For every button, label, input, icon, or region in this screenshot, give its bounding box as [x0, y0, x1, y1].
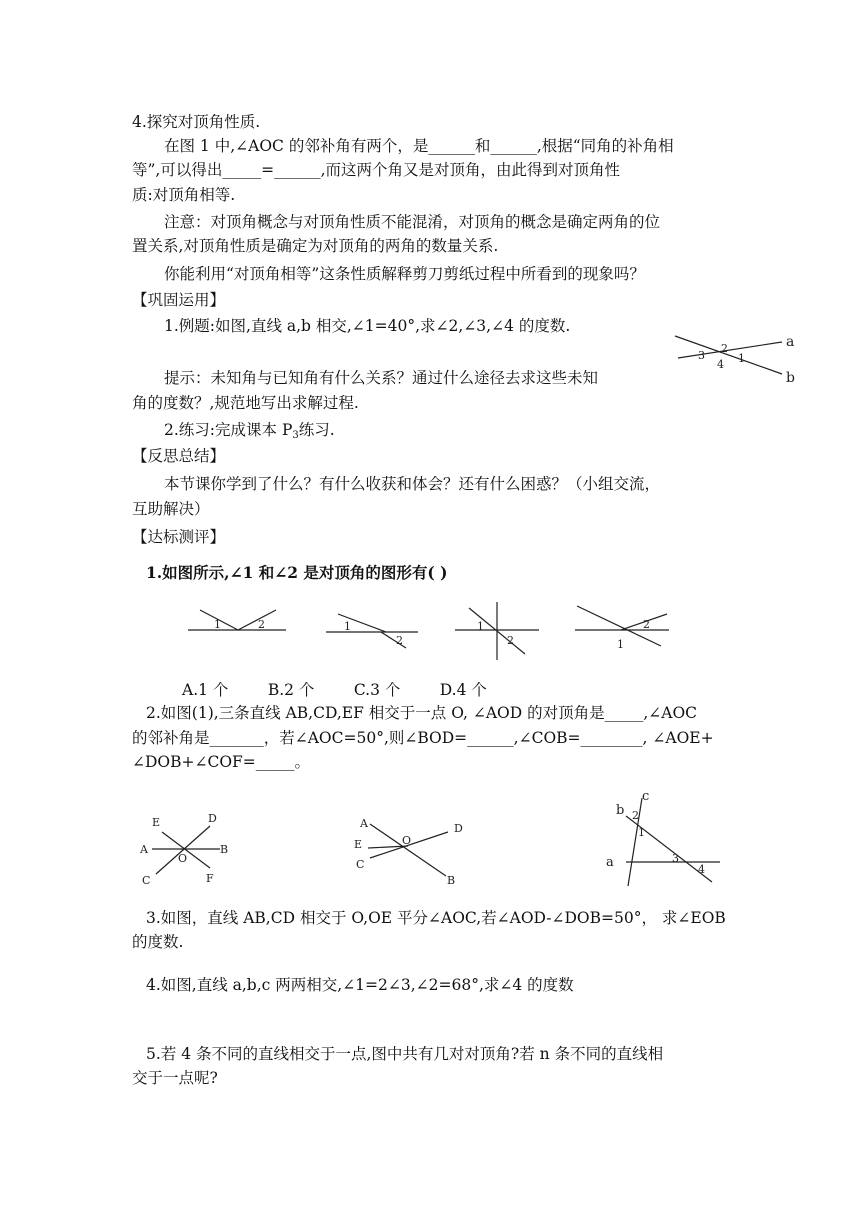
- label-angle-1: 1: [477, 620, 484, 633]
- label-angle-2: 2: [507, 634, 514, 647]
- reflect-line: 本节课你学到了什么？有什么收获和体会？还有什么困惑？（小组交流，: [164, 475, 661, 493]
- line-b: [675, 336, 782, 374]
- label-C: C: [142, 874, 151, 887]
- label-angle-3: 3: [672, 852, 679, 865]
- text-line: 质:对顶角相等.: [132, 186, 236, 204]
- question-5-line: 5.若 4 条不同的直线相交于一点,图中共有几对对顶角?若 n 条不同的直线相: [146, 1045, 664, 1063]
- label-angle-1: 1: [617, 638, 624, 651]
- q1-figure-2: [326, 612, 421, 652]
- label-C: C: [356, 858, 365, 871]
- heading-reflect: 【反思总结】: [132, 447, 226, 465]
- label-angle-2: 2: [643, 618, 650, 631]
- label-b: b: [786, 370, 795, 386]
- q3-figure: [350, 812, 470, 888]
- question-4-line: 4.如图,直线 a,b,c 两两相交,∠1=2∠3,∠2=68°,求∠4 的度数: [146, 976, 574, 994]
- example-line: 1.例题:如图,直线 a,b 相交,∠1=40°,求∠2,∠3,∠4 的度数.: [164, 317, 571, 335]
- label-c: c: [642, 789, 650, 804]
- label-angle-2: 2: [258, 618, 265, 631]
- q1-figure-4: [575, 604, 675, 652]
- page-subscript: 3: [292, 430, 299, 441]
- text-line: 等”,可以得出_____=______,而这两个角又是对顶角，由此得到对顶角性: [132, 161, 621, 179]
- hint-line: 角的度数？,规范地写出求解过程.: [132, 394, 359, 412]
- label-angle-1: 1: [638, 826, 645, 839]
- note-line: 置关系,对顶角性质是确定为对顶角的两角的数量关系.: [132, 237, 499, 255]
- label-a: a: [606, 855, 614, 870]
- label-angle-3: 3: [698, 349, 705, 362]
- practice-text: 2.练习:完成课本 P: [164, 421, 293, 439]
- question-3-line: 3.如图，直线 AB,CD 相交于 O,OE 平分∠AOC,若∠AOD-∠DOB=50°， 求∠EOB: [146, 909, 726, 927]
- question-2-line: 2.如图(1),三条直线 AB,CD,EF 相交于一点 O, ∠AOD 的对顶角是_____,∠AOC: [146, 704, 698, 722]
- label-a: a: [786, 334, 795, 350]
- label-b: b: [616, 803, 625, 818]
- q2-figure-1: [138, 810, 238, 890]
- label-O: O: [402, 834, 412, 847]
- label-B: B: [447, 874, 456, 887]
- q1-figure-3: [455, 602, 545, 662]
- question-line: 你能利用“对顶角相等”这条性质解释剪刀剪纸过程中所看到的现象吗？: [164, 265, 645, 283]
- label-angle-1: 1: [738, 352, 745, 365]
- label-angle-4: 4: [698, 863, 705, 876]
- label-A: A: [360, 817, 368, 830]
- practice-line: [164, 420, 335, 446]
- label-angle-2: 2: [721, 342, 728, 355]
- question-2-line: 的邻补角是_______，若∠AOC=50°,则∠BOD=______,∠COB=________, ∠AOE+: [132, 729, 714, 747]
- practice-text-end: 练习.: [298, 421, 335, 439]
- label-D: D: [208, 812, 217, 825]
- label-angle-1: 1: [214, 618, 221, 631]
- note-line: 注意：对顶角概念与对顶角性质不能混淆，对顶角的概念是确定两角的位: [164, 213, 661, 231]
- q4-figure: [604, 790, 724, 890]
- question-1-options: A.1 个 B.2 个 C.3 个 D.4 个: [182, 681, 487, 699]
- label-angle-1: 1: [344, 620, 351, 633]
- question-1: 1.如图所示,∠1 和∠2 是对顶角的图形有( ): [146, 563, 448, 582]
- question-3-line: 的度数.: [132, 933, 184, 951]
- q1-figure-1: [188, 604, 288, 636]
- question-5-line: 交于一点呢?: [132, 1069, 218, 1087]
- label-D: D: [454, 822, 463, 835]
- label-angle-2: 2: [632, 809, 639, 822]
- heading-assessment: 【达标测评】: [132, 528, 226, 546]
- label-F: F: [206, 872, 214, 885]
- label-E: E: [152, 816, 161, 829]
- label-O: O: [178, 852, 188, 865]
- section-title-4: 4.探究对顶角性质.: [132, 113, 261, 131]
- heading-consolidate: 【巩固运用】: [132, 291, 226, 309]
- example-figure: [660, 328, 810, 388]
- label-A: A: [140, 843, 148, 856]
- label-E: E: [354, 838, 363, 851]
- label-angle-2: 2: [396, 634, 403, 647]
- label-B: B: [220, 843, 229, 856]
- hint-line: 提示：未知角与已知角有什么关系？通过什么途径去求这些未知: [164, 369, 599, 387]
- question-2-line: ∠DOB+∠COF=_____。: [132, 753, 311, 771]
- text-line: 在图 1 中,∠AOC 的邻补角有两个，是______和______,根据“同角的补角相: [164, 137, 674, 155]
- reflect-line: 互助解决）: [132, 500, 210, 518]
- label-angle-4: 4: [717, 358, 724, 371]
